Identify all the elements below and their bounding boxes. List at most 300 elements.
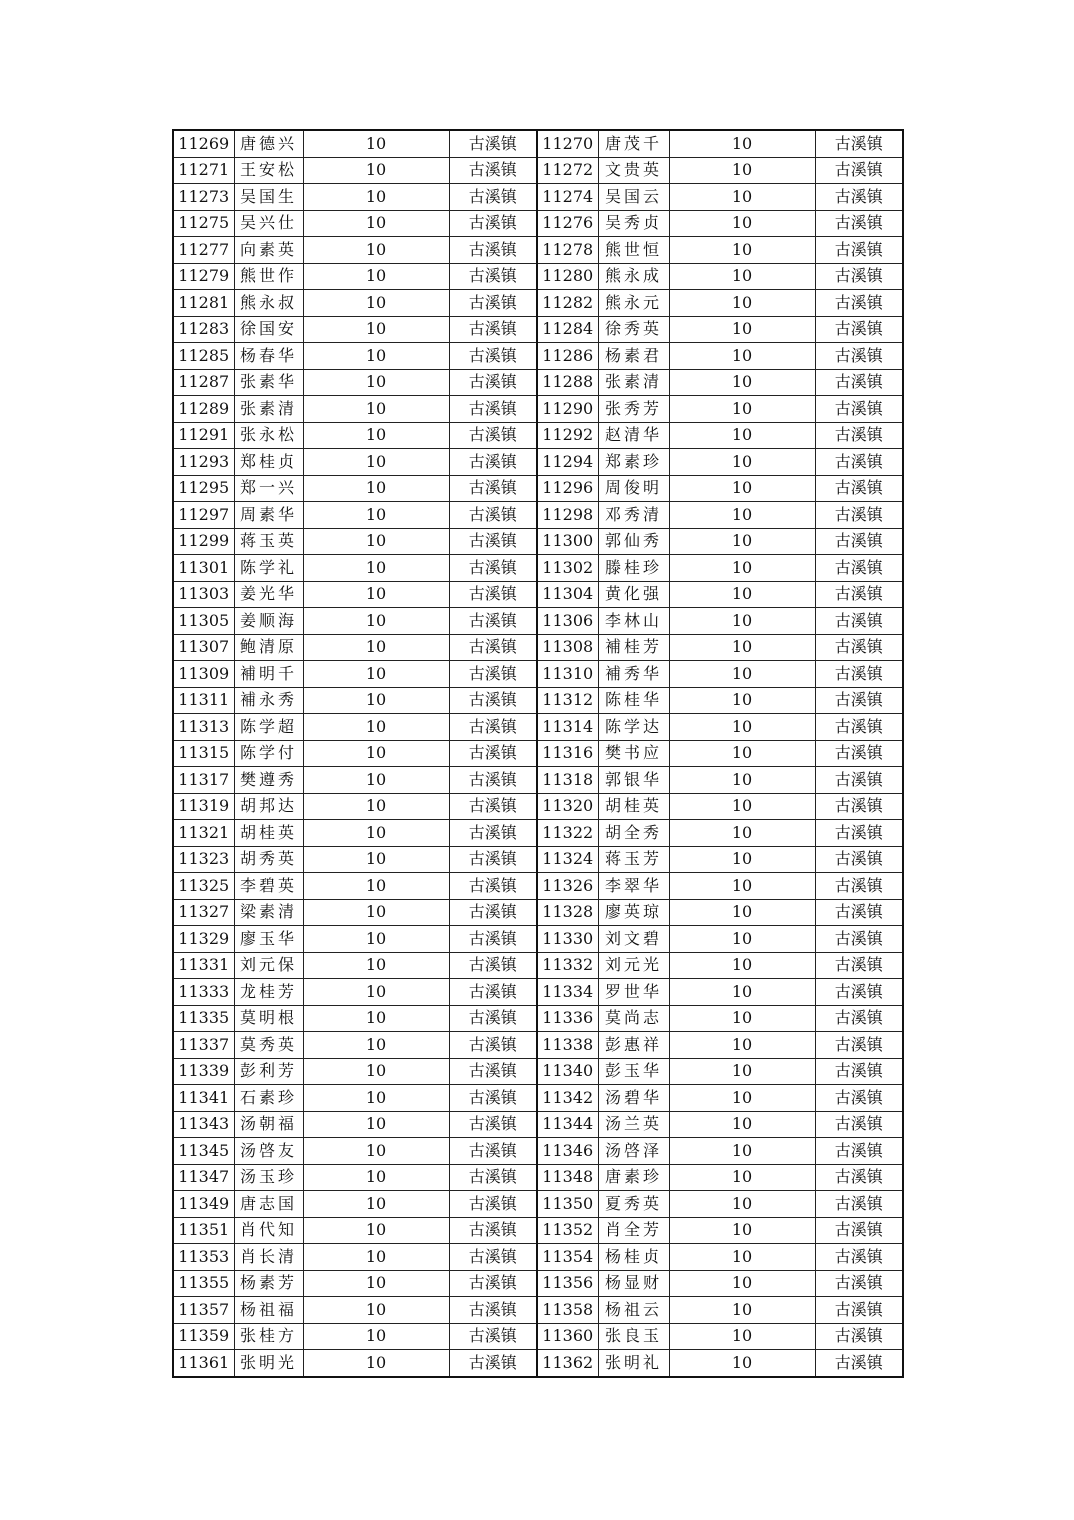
record-name-cell: 莫尚志 (598, 1005, 669, 1032)
record-name-cell: 郭仙秀 (598, 528, 669, 555)
record-name-cell: 汤啓友 (234, 1138, 303, 1165)
record-id-cell: 11340 (537, 1058, 598, 1085)
record-town-cell: 古溪镇 (815, 422, 903, 449)
record-id-cell: 11297 (173, 502, 234, 529)
record-amount-cell: 10 (303, 873, 449, 900)
record-amount-cell: 10 (669, 369, 815, 396)
table-row (173, 475, 903, 502)
record-town-cell: 古溪镇 (815, 793, 903, 820)
record-amount-cell: 10 (303, 1058, 449, 1085)
record-name-cell: 汤碧华 (598, 1085, 669, 1112)
table-row (173, 793, 903, 820)
record-name-cell: 杨显财 (598, 1270, 669, 1297)
record-id-cell: 11358 (537, 1297, 598, 1324)
record-town-cell: 古溪镇 (449, 1164, 537, 1191)
record-town-cell: 古溪镇 (815, 502, 903, 529)
table-row (173, 1270, 903, 1297)
record-amount-cell: 10 (669, 1217, 815, 1244)
record-amount-cell: 10 (669, 449, 815, 476)
record-amount-cell: 10 (669, 1005, 815, 1032)
record-amount-cell: 10 (303, 475, 449, 502)
record-id-cell: 11344 (537, 1111, 598, 1138)
record-town-cell: 古溪镇 (815, 687, 903, 714)
record-id-cell: 11345 (173, 1138, 234, 1165)
record-id-cell: 11341 (173, 1085, 234, 1112)
record-town-cell: 古溪镇 (449, 608, 537, 635)
table-row (173, 661, 903, 688)
record-amount-cell: 10 (669, 1111, 815, 1138)
record-amount-cell: 10 (303, 846, 449, 873)
record-name-cell: 刘文碧 (598, 926, 669, 953)
record-id-cell: 11284 (537, 316, 598, 343)
record-amount-cell: 10 (303, 369, 449, 396)
record-town-cell: 古溪镇 (815, 952, 903, 979)
record-id-cell: 11288 (537, 369, 598, 396)
table-row (173, 422, 903, 449)
record-name-cell: 彭利芳 (234, 1058, 303, 1085)
record-id-cell: 11313 (173, 714, 234, 741)
record-id-cell: 11339 (173, 1058, 234, 1085)
table-row (173, 952, 903, 979)
record-town-cell: 古溪镇 (815, 1005, 903, 1032)
record-name-cell: 肖代知 (234, 1217, 303, 1244)
record-id-cell: 11311 (173, 687, 234, 714)
record-name-cell: 罗世华 (598, 979, 669, 1006)
record-id-cell: 11325 (173, 873, 234, 900)
record-amount-cell: 10 (669, 237, 815, 264)
record-id-cell: 11337 (173, 1032, 234, 1059)
table-row (173, 1058, 903, 1085)
record-name-cell: 熊世作 (234, 263, 303, 290)
record-amount-cell: 10 (303, 1005, 449, 1032)
record-town-cell: 古溪镇 (449, 316, 537, 343)
record-amount-cell: 10 (303, 528, 449, 555)
record-town-cell: 古溪镇 (815, 1111, 903, 1138)
record-name-cell: 张永松 (234, 422, 303, 449)
table-row (173, 263, 903, 290)
table-row (173, 184, 903, 211)
record-name-cell: 徐国安 (234, 316, 303, 343)
record-amount-cell: 10 (669, 926, 815, 953)
record-id-cell: 11309 (173, 661, 234, 688)
record-name-cell: 张素华 (234, 369, 303, 396)
record-town-cell: 古溪镇 (449, 475, 537, 502)
record-name-cell: 杨桂贞 (598, 1244, 669, 1271)
record-town-cell: 古溪镇 (449, 449, 537, 476)
record-town-cell: 古溪镇 (815, 1270, 903, 1297)
table-row (173, 343, 903, 370)
record-name-cell: 莫明根 (234, 1005, 303, 1032)
table-row (173, 1191, 903, 1218)
record-id-cell: 11355 (173, 1270, 234, 1297)
record-town-cell: 古溪镇 (449, 581, 537, 608)
record-town-cell: 古溪镇 (449, 343, 537, 370)
record-name-cell: 陈桂华 (598, 687, 669, 714)
record-id-cell: 11336 (537, 1005, 598, 1032)
record-id-cell: 11304 (537, 581, 598, 608)
record-amount-cell: 10 (669, 581, 815, 608)
record-amount-cell: 10 (303, 979, 449, 1006)
record-id-cell: 11354 (537, 1244, 598, 1271)
record-town-cell: 古溪镇 (449, 1085, 537, 1112)
record-amount-cell: 10 (669, 316, 815, 343)
table-row (173, 1164, 903, 1191)
record-name-cell: 姜顺海 (234, 608, 303, 635)
record-amount-cell: 10 (669, 1164, 815, 1191)
record-town-cell: 古溪镇 (449, 687, 537, 714)
record-name-cell: 吴国生 (234, 184, 303, 211)
record-town-cell: 古溪镇 (815, 714, 903, 741)
record-id-cell: 11322 (537, 820, 598, 847)
record-id-cell: 11327 (173, 899, 234, 926)
record-name-cell: 陈学礼 (234, 555, 303, 582)
record-name-cell: 汤兰英 (598, 1111, 669, 1138)
record-town-cell: 古溪镇 (449, 396, 537, 423)
record-id-cell: 11271 (173, 157, 234, 184)
record-amount-cell: 10 (303, 767, 449, 794)
record-id-cell: 11282 (537, 290, 598, 317)
record-id-cell: 11346 (537, 1138, 598, 1165)
record-id-cell: 11305 (173, 608, 234, 635)
record-name-cell: 夏秀英 (598, 1191, 669, 1218)
record-town-cell: 古溪镇 (815, 846, 903, 873)
record-name-cell: 张秀芳 (598, 396, 669, 423)
table-row (173, 1297, 903, 1324)
record-amount-cell: 10 (303, 502, 449, 529)
record-amount-cell: 10 (303, 1323, 449, 1350)
record-town-cell: 古溪镇 (449, 926, 537, 953)
record-town-cell: 古溪镇 (815, 740, 903, 767)
record-id-cell: 11280 (537, 263, 598, 290)
record-id-cell: 11349 (173, 1191, 234, 1218)
record-id-cell: 11277 (173, 237, 234, 264)
record-id-cell: 11269 (173, 130, 234, 157)
record-amount-cell: 10 (303, 157, 449, 184)
record-amount-cell: 10 (669, 263, 815, 290)
record-town-cell: 古溪镇 (815, 316, 903, 343)
record-amount-cell: 10 (669, 793, 815, 820)
record-name-cell: 唐志国 (234, 1191, 303, 1218)
record-town-cell: 古溪镇 (449, 1217, 537, 1244)
record-town-cell: 古溪镇 (815, 210, 903, 237)
record-amount-cell: 10 (303, 422, 449, 449)
record-town-cell: 古溪镇 (449, 1138, 537, 1165)
record-amount-cell: 10 (303, 926, 449, 953)
record-amount-cell: 10 (669, 1138, 815, 1165)
record-id-cell: 11316 (537, 740, 598, 767)
record-amount-cell: 10 (669, 184, 815, 211)
record-town-cell: 古溪镇 (815, 1058, 903, 1085)
record-town-cell: 古溪镇 (815, 184, 903, 211)
record-id-cell: 11281 (173, 290, 234, 317)
table-row (173, 1244, 903, 1271)
record-id-cell: 11333 (173, 979, 234, 1006)
record-name-cell: 補明千 (234, 661, 303, 688)
table-row (173, 449, 903, 476)
record-amount-cell: 10 (303, 210, 449, 237)
record-town-cell: 古溪镇 (815, 661, 903, 688)
record-town-cell: 古溪镇 (815, 1032, 903, 1059)
record-amount-cell: 10 (303, 555, 449, 582)
record-amount-cell: 10 (303, 449, 449, 476)
record-town-cell: 古溪镇 (815, 1138, 903, 1165)
record-name-cell: 龙桂芳 (234, 979, 303, 1006)
record-name-cell: 刘元保 (234, 952, 303, 979)
record-id-cell: 11273 (173, 184, 234, 211)
record-town-cell: 古溪镇 (815, 1323, 903, 1350)
record-name-cell: 张良玉 (598, 1323, 669, 1350)
record-name-cell: 彭玉华 (598, 1058, 669, 1085)
record-name-cell: 郑素珍 (598, 449, 669, 476)
table-row (173, 369, 903, 396)
record-id-cell: 11323 (173, 846, 234, 873)
record-id-cell: 11286 (537, 343, 598, 370)
record-town-cell: 古溪镇 (449, 873, 537, 900)
record-amount-cell: 10 (303, 793, 449, 820)
record-name-cell: 彭惠祥 (598, 1032, 669, 1059)
table-row (173, 157, 903, 184)
record-name-cell: 张明礼 (598, 1350, 669, 1377)
record-id-cell: 11307 (173, 634, 234, 661)
record-id-cell: 11324 (537, 846, 598, 873)
record-name-cell: 胡桂英 (598, 793, 669, 820)
record-amount-cell: 10 (669, 1350, 815, 1377)
record-amount-cell: 10 (669, 740, 815, 767)
record-town-cell: 古溪镇 (449, 422, 537, 449)
table-row (173, 1111, 903, 1138)
record-name-cell: 姜光华 (234, 581, 303, 608)
record-id-cell: 11317 (173, 767, 234, 794)
record-amount-cell: 10 (303, 237, 449, 264)
record-town-cell: 古溪镇 (815, 1191, 903, 1218)
record-town-cell: 古溪镇 (815, 369, 903, 396)
table-row (173, 396, 903, 423)
record-name-cell: 唐德兴 (234, 130, 303, 157)
record-amount-cell: 10 (669, 422, 815, 449)
record-id-cell: 11320 (537, 793, 598, 820)
record-id-cell: 11272 (537, 157, 598, 184)
record-amount-cell: 10 (303, 1085, 449, 1112)
record-amount-cell: 10 (303, 608, 449, 635)
record-town-cell: 古溪镇 (449, 528, 537, 555)
record-town-cell: 古溪镇 (449, 820, 537, 847)
roster-body (173, 130, 903, 1377)
record-town-cell: 古溪镇 (449, 1323, 537, 1350)
record-id-cell: 11302 (537, 555, 598, 582)
record-id-cell: 11321 (173, 820, 234, 847)
record-name-cell: 杨祖福 (234, 1297, 303, 1324)
record-town-cell: 古溪镇 (815, 873, 903, 900)
record-amount-cell: 10 (669, 528, 815, 555)
record-id-cell: 11350 (537, 1191, 598, 1218)
record-id-cell: 11315 (173, 740, 234, 767)
record-amount-cell: 10 (669, 1032, 815, 1059)
record-id-cell: 11306 (537, 608, 598, 635)
table-row (173, 926, 903, 953)
record-id-cell: 11362 (537, 1350, 598, 1377)
record-name-cell: 吴秀贞 (598, 210, 669, 237)
roster-table (172, 129, 904, 1378)
record-amount-cell: 10 (669, 846, 815, 873)
table-row (173, 899, 903, 926)
record-amount-cell: 10 (669, 1191, 815, 1218)
record-name-cell: 蒋玉芳 (598, 846, 669, 873)
record-id-cell: 11291 (173, 422, 234, 449)
record-amount-cell: 10 (669, 1297, 815, 1324)
record-amount-cell: 10 (669, 343, 815, 370)
record-town-cell: 古溪镇 (449, 1111, 537, 1138)
table-row (173, 873, 903, 900)
record-id-cell: 11292 (537, 422, 598, 449)
record-name-cell: 李碧英 (234, 873, 303, 900)
record-id-cell: 11303 (173, 581, 234, 608)
record-id-cell: 11314 (537, 714, 598, 741)
record-name-cell: 胡秀英 (234, 846, 303, 873)
record-town-cell: 古溪镇 (815, 157, 903, 184)
record-id-cell: 11296 (537, 475, 598, 502)
record-id-cell: 11310 (537, 661, 598, 688)
record-name-cell: 李林山 (598, 608, 669, 635)
table-row (173, 820, 903, 847)
record-name-cell: 李翠华 (598, 873, 669, 900)
record-town-cell: 古溪镇 (449, 263, 537, 290)
record-id-cell: 11279 (173, 263, 234, 290)
record-name-cell: 胡桂英 (234, 820, 303, 847)
record-town-cell: 古溪镇 (449, 130, 537, 157)
record-town-cell: 古溪镇 (449, 714, 537, 741)
record-town-cell: 古溪镇 (815, 634, 903, 661)
table-row (173, 290, 903, 317)
record-id-cell: 11330 (537, 926, 598, 953)
record-name-cell: 陈学超 (234, 714, 303, 741)
record-amount-cell: 10 (303, 316, 449, 343)
record-name-cell: 周俊明 (598, 475, 669, 502)
table-row (173, 767, 903, 794)
record-amount-cell: 10 (669, 608, 815, 635)
record-town-cell: 古溪镇 (449, 210, 537, 237)
record-town-cell: 古溪镇 (449, 1297, 537, 1324)
record-amount-cell: 10 (669, 210, 815, 237)
record-name-cell: 陈学付 (234, 740, 303, 767)
record-id-cell: 11328 (537, 899, 598, 926)
record-town-cell: 古溪镇 (449, 661, 537, 688)
record-amount-cell: 10 (669, 979, 815, 1006)
record-town-cell: 古溪镇 (815, 1244, 903, 1271)
table-row (173, 581, 903, 608)
record-town-cell: 古溪镇 (449, 1270, 537, 1297)
record-name-cell: 樊书应 (598, 740, 669, 767)
record-amount-cell: 10 (669, 899, 815, 926)
record-amount-cell: 10 (303, 1191, 449, 1218)
record-id-cell: 11312 (537, 687, 598, 714)
record-id-cell: 11352 (537, 1217, 598, 1244)
record-id-cell: 11360 (537, 1323, 598, 1350)
record-name-cell: 吴兴仕 (234, 210, 303, 237)
record-amount-cell: 10 (669, 873, 815, 900)
table-row (173, 687, 903, 714)
record-amount-cell: 10 (669, 1085, 815, 1112)
record-name-cell: 唐茂千 (598, 130, 669, 157)
record-name-cell: 郑桂贞 (234, 449, 303, 476)
record-name-cell: 杨素君 (598, 343, 669, 370)
record-name-cell: 张桂方 (234, 1323, 303, 1350)
record-id-cell: 11287 (173, 369, 234, 396)
record-name-cell: 汤玉珍 (234, 1164, 303, 1191)
record-town-cell: 古溪镇 (815, 396, 903, 423)
record-name-cell: 石素珍 (234, 1085, 303, 1112)
table-row (173, 714, 903, 741)
record-name-cell: 赵清华 (598, 422, 669, 449)
record-id-cell: 11338 (537, 1032, 598, 1059)
record-id-cell: 11278 (537, 237, 598, 264)
record-town-cell: 古溪镇 (815, 290, 903, 317)
record-amount-cell: 10 (303, 952, 449, 979)
record-town-cell: 古溪镇 (449, 846, 537, 873)
record-amount-cell: 10 (303, 290, 449, 317)
record-id-cell: 11361 (173, 1350, 234, 1377)
record-name-cell: 刘元光 (598, 952, 669, 979)
record-name-cell: 蒋玉英 (234, 528, 303, 555)
record-name-cell: 周素华 (234, 502, 303, 529)
record-amount-cell: 10 (303, 130, 449, 157)
record-town-cell: 古溪镇 (815, 979, 903, 1006)
record-id-cell: 11347 (173, 1164, 234, 1191)
record-id-cell: 11285 (173, 343, 234, 370)
record-name-cell: 王安松 (234, 157, 303, 184)
record-amount-cell: 10 (669, 1058, 815, 1085)
record-name-cell: 廖英琼 (598, 899, 669, 926)
record-id-cell: 11276 (537, 210, 598, 237)
record-name-cell: 莫秀英 (234, 1032, 303, 1059)
record-town-cell: 古溪镇 (815, 1164, 903, 1191)
record-name-cell: 汤朝福 (234, 1111, 303, 1138)
table-row (173, 1032, 903, 1059)
table-row (173, 528, 903, 555)
record-town-cell: 古溪镇 (449, 1350, 537, 1377)
record-id-cell: 11357 (173, 1297, 234, 1324)
record-amount-cell: 10 (303, 1138, 449, 1165)
table-row (173, 237, 903, 264)
record-amount-cell: 10 (669, 130, 815, 157)
record-name-cell: 肖长清 (234, 1244, 303, 1271)
record-amount-cell: 10 (303, 1111, 449, 1138)
table-row (173, 979, 903, 1006)
record-name-cell: 张明光 (234, 1350, 303, 1377)
record-town-cell: 古溪镇 (815, 237, 903, 264)
record-id-cell: 11332 (537, 952, 598, 979)
record-town-cell: 古溪镇 (815, 1085, 903, 1112)
table-row (173, 1323, 903, 1350)
record-id-cell: 11335 (173, 1005, 234, 1032)
record-amount-cell: 10 (303, 581, 449, 608)
record-id-cell: 11283 (173, 316, 234, 343)
record-amount-cell: 10 (669, 1323, 815, 1350)
record-town-cell: 古溪镇 (449, 369, 537, 396)
record-town-cell: 古溪镇 (815, 130, 903, 157)
record-name-cell: 肖全芳 (598, 1217, 669, 1244)
record-amount-cell: 10 (303, 1297, 449, 1324)
record-name-cell: 補秀华 (598, 661, 669, 688)
record-town-cell: 古溪镇 (449, 1032, 537, 1059)
record-town-cell: 古溪镇 (815, 608, 903, 635)
record-town-cell: 古溪镇 (449, 502, 537, 529)
record-id-cell: 11274 (537, 184, 598, 211)
record-town-cell: 古溪镇 (449, 1005, 537, 1032)
record-amount-cell: 10 (303, 263, 449, 290)
record-id-cell: 11353 (173, 1244, 234, 1271)
record-amount-cell: 10 (669, 1270, 815, 1297)
table-row (173, 846, 903, 873)
